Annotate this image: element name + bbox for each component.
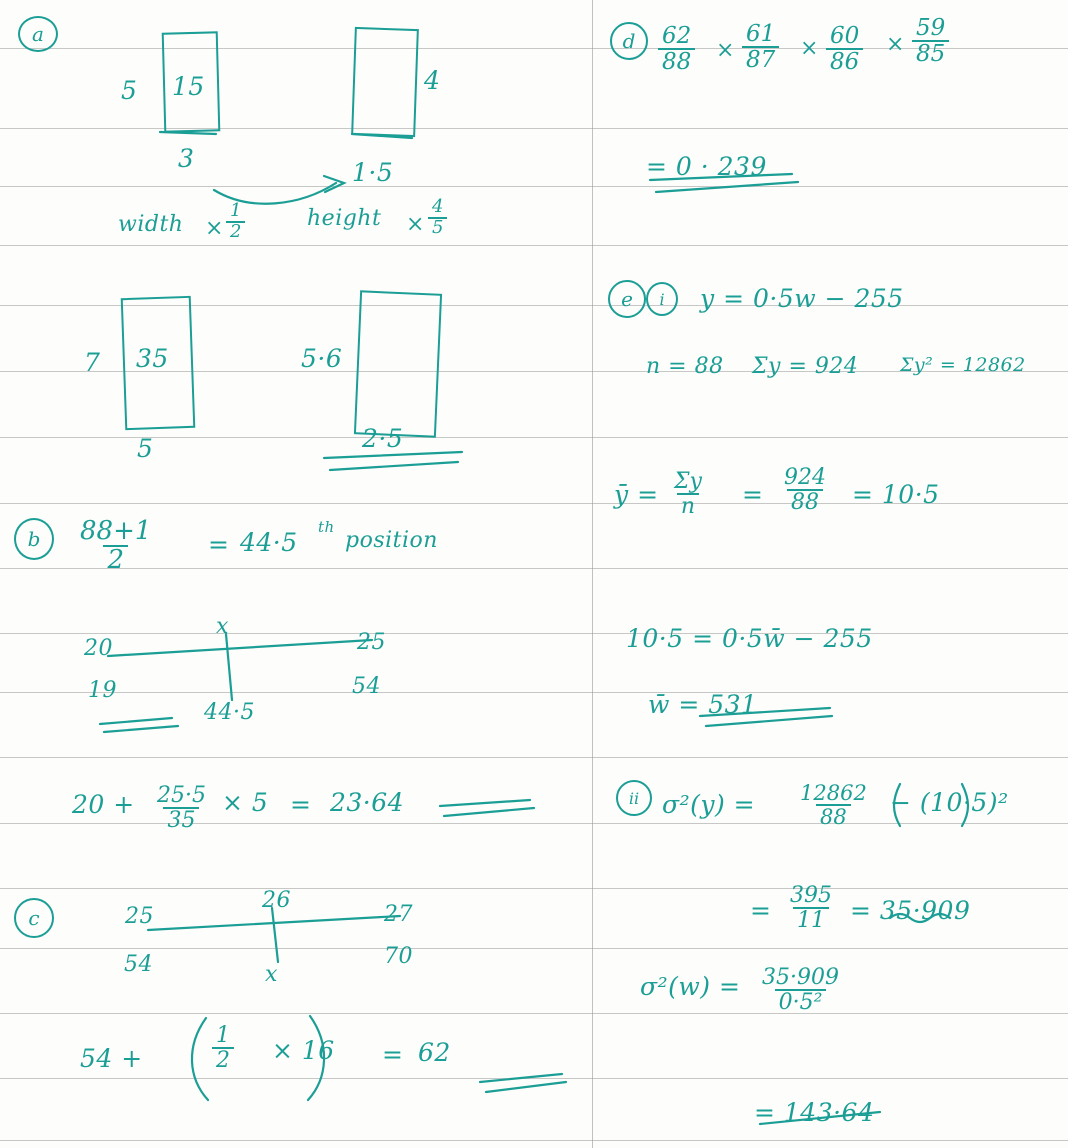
- equals-position: =: [208, 530, 230, 559]
- fraction-numerator: 59: [916, 15, 946, 41]
- operator-d-1: ×: [716, 38, 735, 63]
- fraction-calc-c: [212, 1024, 234, 1072]
- rule-line: [0, 437, 1068, 438]
- fraction-denominator: 85: [912, 40, 949, 66]
- fraction-numerator: 395: [790, 883, 832, 908]
- fraction-denominator: 5: [428, 217, 447, 238]
- note-height-times: ×: [406, 212, 425, 237]
- fraction-numerator: 1: [216, 1023, 230, 1048]
- interp-b-top-right: 25: [357, 630, 386, 655]
- calc-c-equals: =: [382, 1040, 404, 1069]
- rule-line: [0, 633, 1068, 634]
- variance-w-lead: σ²(w) =: [640, 972, 741, 1001]
- fraction-position: [76, 518, 155, 575]
- value-row2-left: 7: [84, 348, 101, 377]
- calc-c-lead: 54 +: [80, 1044, 143, 1073]
- fraction-calc-b: [153, 784, 210, 832]
- rule-line: [0, 568, 1068, 569]
- value-row2-below-box: 5: [137, 434, 154, 463]
- paren-left-c: [192, 1018, 208, 1100]
- value-position-result: 44·5: [240, 528, 298, 557]
- equation-regression: y = 0·5w − 255: [700, 284, 904, 313]
- rule-line: [0, 1140, 1068, 1141]
- variance-lead: σ²(y) =: [662, 790, 756, 819]
- interp-c-bottom-mid: x: [265, 962, 278, 987]
- interp-b-top-mid: x: [216, 614, 229, 639]
- result-w: w̄ = 531: [648, 690, 758, 719]
- note-width: width: [118, 212, 184, 237]
- rule-line: [0, 757, 1068, 758]
- shape-rect-large-2: [354, 290, 442, 437]
- interp-b-tick: [226, 634, 232, 700]
- underline-23-64-b: [444, 808, 534, 816]
- fraction-mean-1: [670, 470, 706, 518]
- rule-line: [0, 1078, 1068, 1079]
- note-width-times: ×: [205, 216, 224, 241]
- fraction-numerator: 62: [662, 23, 692, 49]
- fraction-variance-w: [758, 966, 843, 1014]
- shape-rect-small-2: [351, 27, 419, 137]
- value-row1-arrow: 1·5: [352, 158, 394, 187]
- fraction-mean-2: [780, 466, 830, 514]
- interp-b-bottom-mid: 44·5: [204, 700, 255, 725]
- underline-19-b: [104, 726, 178, 732]
- variance-w-result: = 143·64: [754, 1098, 875, 1127]
- fraction-denominator: 88: [816, 804, 851, 828]
- fraction-numerator: Σy: [674, 469, 702, 494]
- interp-c-tick: [272, 908, 278, 962]
- rule-line: [0, 48, 1068, 49]
- label-part-c: c: [14, 898, 54, 938]
- fraction-height-scale: [428, 198, 447, 238]
- fraction-denominator: 2: [103, 545, 128, 574]
- variance-equals: =: [750, 896, 772, 925]
- fraction-numerator: 12862: [800, 781, 867, 805]
- arrow-head-width: [324, 176, 344, 192]
- variance-result: = 35·909: [850, 896, 971, 925]
- fraction-d-4: [912, 16, 949, 66]
- calc-b-answer: 23·64: [330, 788, 405, 817]
- label-part-e-ii: ii: [616, 780, 652, 816]
- value-row1-left: 5: [121, 76, 138, 105]
- fraction-numerator: 61: [746, 21, 776, 47]
- fraction-denominator: n: [677, 493, 699, 518]
- rule-line: [0, 128, 1068, 129]
- label-part-d: d: [610, 22, 648, 60]
- superscript-th: th: [318, 518, 335, 536]
- fraction-width-scale: [226, 202, 245, 242]
- fraction-variance-2: [786, 884, 836, 932]
- value-sum-y2: Σy² = 12862: [900, 354, 1026, 376]
- calc-c-answer: 62: [418, 1038, 451, 1067]
- fraction-denominator: 2: [226, 221, 245, 242]
- label-part-e: e: [608, 280, 646, 318]
- interp-b-top-left: 20: [84, 636, 113, 661]
- calc-b-equals: =: [290, 790, 312, 819]
- mean-result: = 10·5: [852, 480, 940, 509]
- operator-d-2: ×: [800, 36, 819, 61]
- fraction-denominator: 2: [212, 1047, 234, 1072]
- fraction-d-1: [658, 24, 695, 74]
- value-n: n = 88: [646, 354, 724, 379]
- label-part-b: b: [14, 518, 54, 560]
- interp-c-top-mid: 26: [262, 888, 291, 913]
- equation-back-substitute: 10·5 = 0·5w̄ − 255: [626, 624, 873, 653]
- underline-23-64-a: [440, 800, 530, 806]
- rule-line: [0, 888, 1068, 889]
- fraction-numerator: 88+1: [80, 516, 152, 546]
- underline-62-b: [486, 1082, 566, 1092]
- note-height: height: [307, 206, 382, 231]
- interp-c-top-left: 25: [125, 904, 154, 929]
- fraction-denominator: 87: [742, 46, 779, 72]
- fraction-variance: [796, 782, 871, 828]
- variance-minus: − (10·5)²: [890, 788, 1009, 817]
- value-row1-box: 15: [172, 72, 205, 101]
- rule-line: [0, 948, 1068, 949]
- calc-b-times: × 5: [222, 788, 269, 817]
- fraction-d-3: [826, 24, 863, 74]
- mean-equals: =: [742, 480, 764, 509]
- margin-line: [592, 0, 593, 1148]
- fraction-numerator: 924: [784, 465, 826, 490]
- label-part-a: a: [18, 16, 58, 52]
- interp-b-line: [108, 640, 372, 656]
- rule-line: [0, 245, 1068, 246]
- fraction-denominator: 86: [826, 48, 863, 74]
- fraction-d-2: [742, 22, 779, 72]
- underline-2-5-b: [330, 462, 458, 470]
- value-row1-below-box: 3: [178, 144, 195, 173]
- underline-19: [100, 718, 172, 724]
- fraction-numerator: 35·909: [762, 965, 839, 990]
- interp-b-bottom-left: 19: [88, 678, 117, 703]
- fraction-numerator: 4: [432, 196, 444, 217]
- fraction-denominator: 11: [793, 907, 829, 932]
- rule-line: [0, 186, 1068, 187]
- value-sum-y: Σy = 924: [752, 354, 859, 379]
- operator-d-3: ×: [886, 32, 905, 57]
- calc-c-times: × 16: [272, 1036, 335, 1065]
- interp-c-bottom-left: 54: [124, 952, 153, 977]
- fraction-numerator: 60: [830, 23, 860, 49]
- word-position: position: [345, 528, 438, 553]
- fraction-denominator: 88: [658, 48, 695, 74]
- interp-c-bottom-right: 70: [384, 944, 413, 969]
- result-part-d: = 0 · 239: [646, 152, 767, 181]
- fraction-numerator: 1: [230, 200, 242, 221]
- fraction-denominator: 88: [787, 489, 823, 514]
- rule-line: [0, 1013, 1068, 1014]
- interp-b-bottom-right: 54: [352, 674, 381, 699]
- interp-c-top-right: 27: [384, 902, 413, 927]
- value-row2-right: 5·6: [301, 344, 343, 373]
- interp-c-line: [148, 916, 400, 930]
- fraction-denominator: 0·5²: [775, 989, 827, 1014]
- value-row1-right: 4: [424, 66, 441, 95]
- label-part-e-i: i: [646, 282, 678, 316]
- rule-line: [0, 692, 1068, 693]
- underline-0-239-b: [656, 182, 798, 192]
- value-row2-below-right: 2·5: [362, 424, 404, 453]
- fraction-denominator: 35: [163, 807, 199, 832]
- value-row2-box: 35: [136, 344, 169, 373]
- calc-b-lead: 20 +: [72, 790, 135, 819]
- fraction-numerator: 25·5: [157, 783, 206, 808]
- mean-lead: ȳ =: [614, 480, 659, 509]
